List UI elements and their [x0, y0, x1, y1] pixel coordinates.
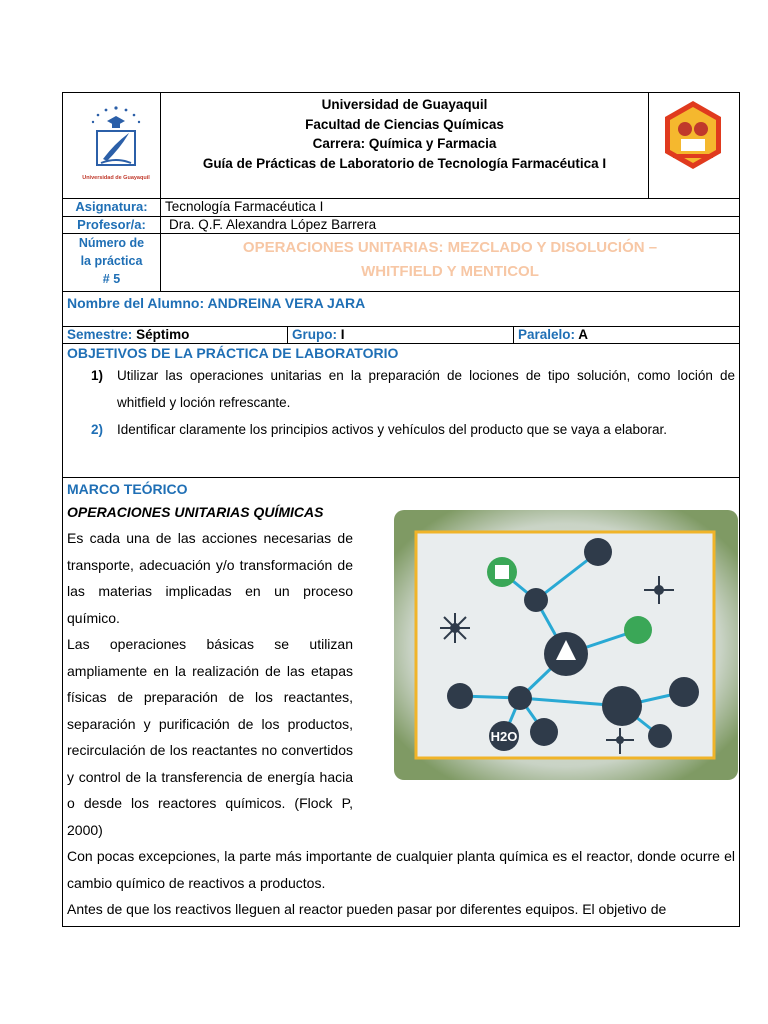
student-name-label: Nombre del Alumno: — [67, 295, 205, 311]
semestre-cell — [63, 327, 288, 344]
chemistry-network-illustration — [394, 510, 738, 780]
objective-item-2 — [67, 416, 735, 443]
guide-title: Guía de Prácticas de Laboratorio de Tecnología Farmacéutica I — [202, 155, 607, 171]
practice-table — [62, 92, 740, 927]
objective-number: 2) — [91, 422, 104, 437]
career-name: Carrera: Química y Farmacia — [312, 136, 497, 151]
asignatura-value: Tecnología Farmacéutica I — [161, 199, 740, 217]
paralelo-label: Paralelo: — [518, 327, 576, 342]
objectives-list — [67, 362, 735, 443]
faculty-logo — [661, 99, 725, 171]
grupo-cell — [288, 327, 514, 344]
paragraph-3: Con pocas excepciones, la parte más importante de cualquier planta química es el reactor, donde ocurre el cambio químico de reactivos a productos. — [67, 848, 736, 891]
document-page — [62, 92, 739, 927]
university-logo-caption: Universidad de Guayaquil — [82, 175, 150, 181]
grupo-label: Grupo: — [292, 327, 337, 342]
student-name-value: ANDREINA VERA JARA — [207, 295, 366, 311]
marco-column-text — [67, 525, 353, 843]
faculty-name: Facultad de Ciencias Químicas — [305, 116, 504, 132]
semestre-label: Semestre: — [67, 327, 133, 342]
objective-item-1 — [67, 362, 735, 416]
semestre-value: Séptimo — [136, 327, 190, 342]
practice-title: OPERACIONES UNITARIAS: MEZCLADO Y DISOLUCIÓN – WHITFIELD Y MENTICOL — [161, 234, 740, 292]
paralelo-cell — [514, 327, 740, 344]
paragraph-2: Las operaciones básicas se utilizan ampliamente en la realización de las etapas físicas de preparación de los reactantes, separación y purificación de los productos, recirculación de los reactantes no convertidos y control de la transferencia de energía hacia o desde los reactores químicos. (Flock P, 2000) — [67, 636, 353, 838]
objective-number: 1) — [91, 368, 104, 383]
paragraph-4: Antes de que los reactivos lleguen al reactor pueden pasar por diferentes equipos. El objetivo de — [67, 901, 667, 917]
marco-subheading: OPERACIONES UNITARIAS QUÍMICAS — [67, 504, 324, 520]
h2o-label: H2O — [490, 729, 518, 744]
objectives-section — [63, 344, 740, 478]
university-name: Universidad de Guayaquil — [321, 97, 488, 112]
profesor-label: Profesor/a: — [63, 217, 161, 234]
marco-teorico-section — [63, 478, 740, 927]
paragraph-1: Es cada una de las acciones necesarias de transporte, adecuación y/o transformación de las materias implicadas en un proceso químico. — [67, 530, 353, 626]
objective-text: Utilizar las operaciones unitarias en la preparación de lociones de tipo solución, como loción de whitfield y loción refrescante. — [117, 368, 736, 410]
profesor-value: Dra. Q.F. Alexandra López Barrera — [161, 217, 740, 234]
header-title-cell — [161, 93, 649, 199]
asignatura-label: Asignatura: — [63, 199, 161, 217]
grupo-value: I — [340, 327, 345, 342]
numero-practica-label: Número de la práctica # 5 — [63, 234, 161, 292]
student-name-row — [63, 292, 740, 327]
university-logo-cell — [63, 93, 161, 199]
objective-text: Identificar claramente los principios activos y vehículos del producto que se vaya a elaborar. — [117, 422, 668, 437]
faculty-logo-cell — [649, 93, 740, 199]
paralelo-value: A — [578, 327, 589, 342]
university-logo — [81, 103, 151, 185]
marco-heading: MARCO TEÓRICO — [67, 481, 188, 497]
objectives-heading: OBJETIVOS DE LA PRÁCTICA DE LABORATORIO — [67, 345, 399, 361]
